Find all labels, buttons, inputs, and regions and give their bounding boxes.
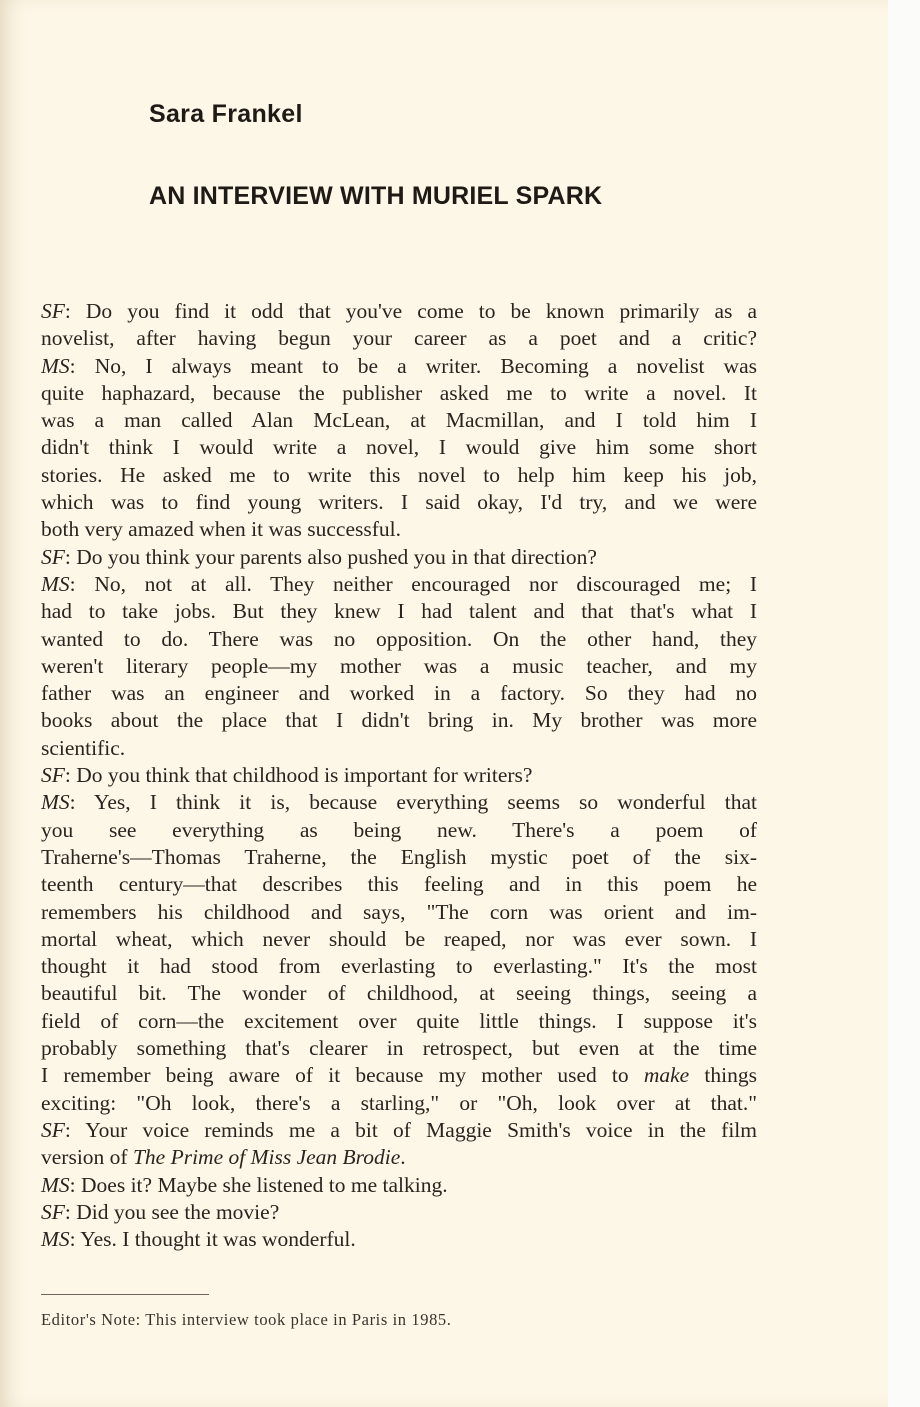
speaker-label-ms: MS <box>41 571 70 596</box>
speaker-label-sf: SF <box>41 763 65 788</box>
text-line: MS: No, not at all. They neither encouraged nor discouraged me; I <box>41 571 757 596</box>
text-line: MS: Yes. I thought it was wonderful. <box>41 1227 356 1252</box>
article-title: AN INTERVIEW WITH MURIEL SPARK <box>149 182 603 210</box>
text-line: MS: No, I always meant to be a writer. Becoming a novelist was <box>41 353 757 378</box>
text-line: SF: Do you find it odd that you've come to be known primarily as a <box>41 299 757 323</box>
speaker-label-ms: MS <box>41 1172 70 1197</box>
text-line: SF: Did you see the movie? <box>41 1199 280 1224</box>
editor-note: Editor's Note: This interview took place in Paris in 1985. <box>41 1310 452 1329</box>
speaker-label-sf: SF <box>41 1199 65 1224</box>
speaker-label-ms: MS <box>41 1227 70 1252</box>
speaker-label-ms: MS <box>41 353 70 378</box>
text-line: weren't literary people—my mother was a music teacher, and my <box>41 653 757 678</box>
emphasis: make <box>643 1063 690 1088</box>
text-line: thought it had stood from everlasting to everlasting." It's the most <box>41 954 757 979</box>
text-line: Traherne's—Thomas Traherne, the English mystic poet of the six- <box>41 844 757 869</box>
text-line: you see everything as being new. There's a poem of <box>41 817 757 842</box>
text-line: SF: Do you think your parents also pushed you in that direction? <box>41 544 597 569</box>
text-line: both very amazed when it was successful. <box>41 517 402 542</box>
text-line: teenth century—that describes this feeling and in this poem he <box>41 872 757 897</box>
text-line: MS: Does it? Maybe she listened to me talking. <box>41 1172 448 1197</box>
text-line: SF: Your voice reminds me a bit of Maggie Smith's voice in the film <box>41 1117 757 1142</box>
text-line: was a man called Alan McLean, at Macmillan, and I told him I <box>41 408 757 433</box>
text-line: beautiful bit. The wonder of childhood, at seeing things, seeing a <box>41 981 757 1006</box>
text-line: I remember being aware of it because my mother used to make things <box>41 1063 757 1088</box>
author-name: Sara Frankel <box>149 100 303 128</box>
speaker-label-sf: SF <box>41 544 65 569</box>
text-line: had to take jobs. But they knew I had talent and that that's what I <box>41 599 757 624</box>
text-line: remembers his childhood and says, "The corn was orient and im- <box>41 899 757 924</box>
text-line: novelist, after having begun your career as a poet and a critic? <box>41 326 757 351</box>
speaker-label-sf: SF <box>41 299 65 323</box>
footnote-divider <box>41 1294 209 1295</box>
text-line: mortal wheat, which never should be reaped, nor was ever sown. I <box>41 926 757 951</box>
speaker-label-ms: MS <box>41 790 70 815</box>
text-line: MS: Yes, I think it is, because everything seems so wonderful that <box>41 790 757 815</box>
text-line: exciting: "Oh look, there's a starling," or "Oh, look over at that." <box>41 1090 757 1115</box>
page-edge <box>888 0 920 1407</box>
text-line: wanted to do. There was no opposition. On the other hand, they <box>41 626 757 651</box>
text-line: SF: Do you think that childhood is important for writers? <box>41 763 533 788</box>
text-line: didn't think I would write a novel, I would give him some short <box>41 435 757 460</box>
text-line: version of The Prime of Miss Jean Brodie. <box>41 1145 406 1170</box>
text-line: probably something that's clearer in retrospect, but even at the time <box>41 1036 757 1061</box>
text-line: scientific. <box>41 735 126 760</box>
text-line: books about the place that I didn't bring in. My brother was more <box>41 708 757 733</box>
text-line: stories. He asked me to write this novel to help him keep his job, <box>41 462 757 487</box>
interview-body <box>41 298 757 1253</box>
text-line: quite haphazard, because the publisher asked me to write a novel. It <box>41 380 757 405</box>
text-line: field of corn—the excitement over quite little things. I suppose it's <box>41 1008 757 1033</box>
text-line: which was to find young writers. I said okay, I'd try, and we were <box>41 490 757 515</box>
film-title: The Prime of Miss Jean Brodie <box>132 1145 401 1170</box>
text-line: father was an engineer and worked in a factory. So they had no <box>41 681 757 706</box>
speaker-label-sf: SF <box>41 1117 65 1142</box>
